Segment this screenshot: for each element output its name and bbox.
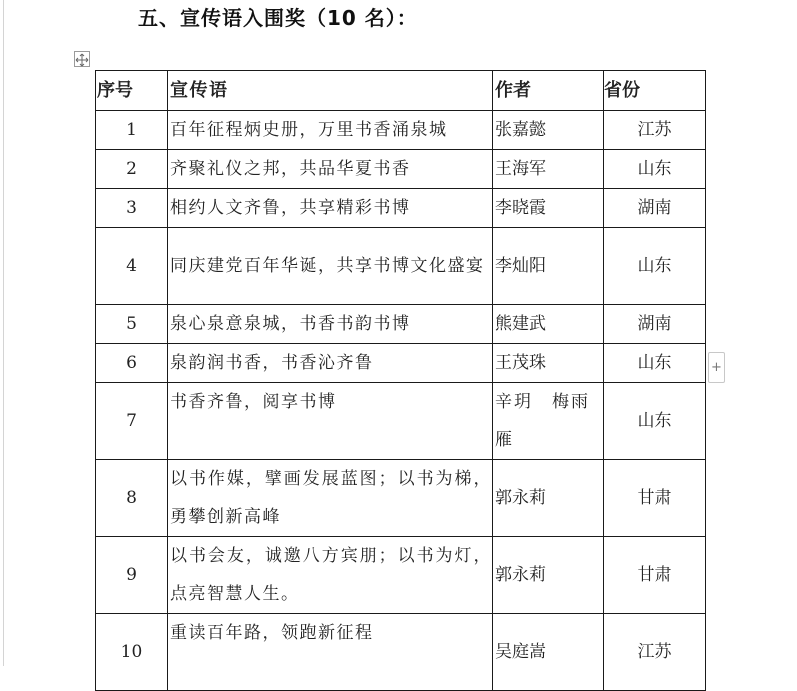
row-author: 李灿阳 [493,228,604,305]
row-author: 郭永莉 [493,537,604,614]
row-author: 吴庭嵩 [493,614,604,691]
row-slogan: 以书会友，诚邀八方宾朋；以书为灯，点亮智慧人生。 [168,537,493,614]
row-num: 10 [96,614,168,691]
header-num: 序号 [96,71,168,111]
row-author: 熊建武 [493,305,604,344]
table-row [96,189,706,228]
row-num: 7 [96,383,168,460]
move-arrows-icon [75,53,89,67]
row-slogan: 齐聚礼仪之邦，共品华夏书香 [168,150,493,189]
table-row [96,228,706,305]
row-province: 山东 [604,228,706,305]
table-header-row [96,71,706,111]
row-slogan: 百年征程炳史册，万里书香涌泉城 [168,111,493,150]
row-province: 山东 [604,150,706,189]
table-move-handle[interactable] [74,51,90,67]
row-author: 辛玥 梅雨雁 [493,383,604,460]
table-row [96,383,706,460]
row-province: 湖南 [604,305,706,344]
row-province: 江苏 [604,111,706,150]
table-row [96,305,706,344]
row-num: 5 [96,305,168,344]
row-province: 江苏 [604,614,706,691]
row-author: 张嘉懿 [493,111,604,150]
row-slogan: 同庆建党百年华诞，共享书博文化盛宴 [168,228,493,305]
page-margin-line [3,0,4,666]
row-num: 2 [96,150,168,189]
row-province: 湖南 [604,189,706,228]
row-province: 山东 [604,383,706,460]
row-slogan: 泉韵润书香，书香沁齐鲁 [168,344,493,383]
row-num: 9 [96,537,168,614]
row-num: 1 [96,111,168,150]
table-row [96,150,706,189]
header-author: 作者 [493,71,604,111]
row-num: 3 [96,189,168,228]
row-num: 6 [96,344,168,383]
row-province: 甘肃 [604,460,706,537]
award-table [95,70,706,691]
table-row [96,111,706,150]
row-author: 郭永莉 [493,460,604,537]
table-row [96,460,706,537]
row-slogan: 以书作媒，擘画发展蓝图；以书为梯，勇攀创新高峰 [168,460,493,537]
row-province: 山东 [604,344,706,383]
table-row [96,614,706,691]
row-author: 王茂珠 [493,344,604,383]
table-row [96,344,706,383]
header-province: 省份 [604,71,706,111]
row-slogan: 相约人文齐鲁，共享精彩书博 [168,189,493,228]
section-heading: 五、宣传语入围奖（10 名）： [138,6,418,30]
row-num: 4 [96,228,168,305]
row-author: 李晓霞 [493,189,604,228]
row-num: 8 [96,460,168,537]
row-slogan: 重读百年路，领跑新征程 [168,614,493,691]
row-slogan: 书香齐鲁，阅享书博 [168,383,493,460]
row-province: 甘肃 [604,537,706,614]
plus-icon: + [711,360,722,375]
row-slogan: 泉心泉意泉城，书香书韵书博 [168,305,493,344]
table-row [96,537,706,614]
add-column-button[interactable] [708,352,725,383]
row-author: 王海军 [493,150,604,189]
header-slogan: 宣传语 [168,71,493,111]
